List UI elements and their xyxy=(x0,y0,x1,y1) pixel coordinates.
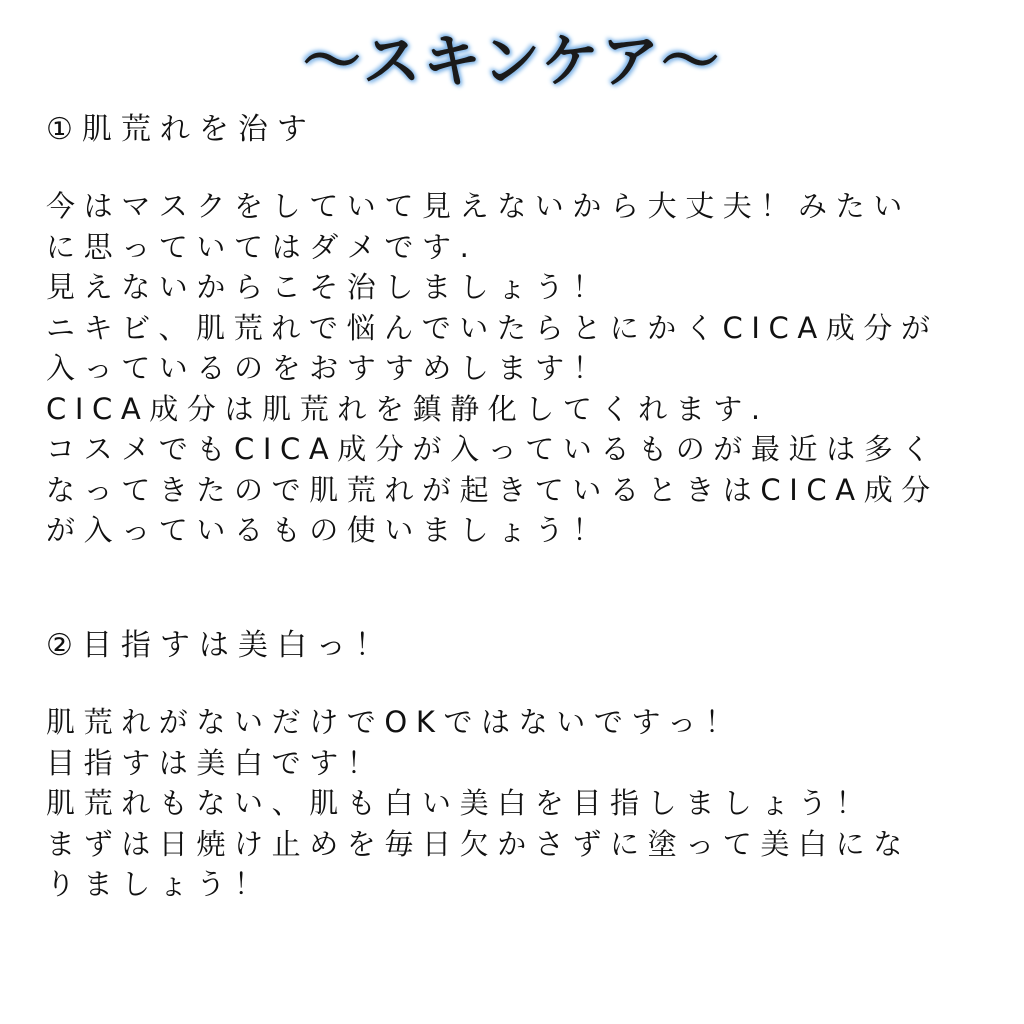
text-line: りましょう！ xyxy=(46,867,272,901)
page-title: 〜スキンケア〜 xyxy=(302,27,722,95)
text-line: 肌荒れもない、肌も白い美白を目指しましょう！ xyxy=(46,786,874,820)
text-line: なってきたので肌荒れが起きているときはCICA成分 xyxy=(46,472,939,507)
text-line: 目指すは美白です！ xyxy=(46,745,385,780)
section-heading-skin-trouble: ①肌荒れを治す xyxy=(46,112,316,147)
text-line: まずは日焼け止めを毎日欠かさずに塗って美白にな xyxy=(46,826,911,861)
text-line: CICA成分は肌荒れを鎮静化してくれます. xyxy=(46,391,769,426)
text-line: に思っていてはダメです. xyxy=(46,229,478,264)
text-line: 今はマスクをしていて見えないから大丈夫！みたい xyxy=(46,189,911,223)
text-line: 肌荒れがないだけでOKではないですっ！ xyxy=(46,705,743,739)
text-line: 見えないからこそ治しましょう！ xyxy=(46,270,611,304)
section-body-whitening xyxy=(46,702,986,905)
text-line: コスメでもCICA成分が入っているものが最近は多く xyxy=(46,432,939,466)
section-heading-whitening: ②目指すは美白っ！ xyxy=(46,628,394,663)
text-line: ニキビ、肌荒れで悩んでいたらとにかくCICA成分が xyxy=(46,310,939,345)
section-body-skin-trouble xyxy=(46,186,986,551)
text-line: 入っているのをおすすめします！ xyxy=(46,351,611,385)
text-line: が入っているもの使いましょう！ xyxy=(46,513,611,547)
